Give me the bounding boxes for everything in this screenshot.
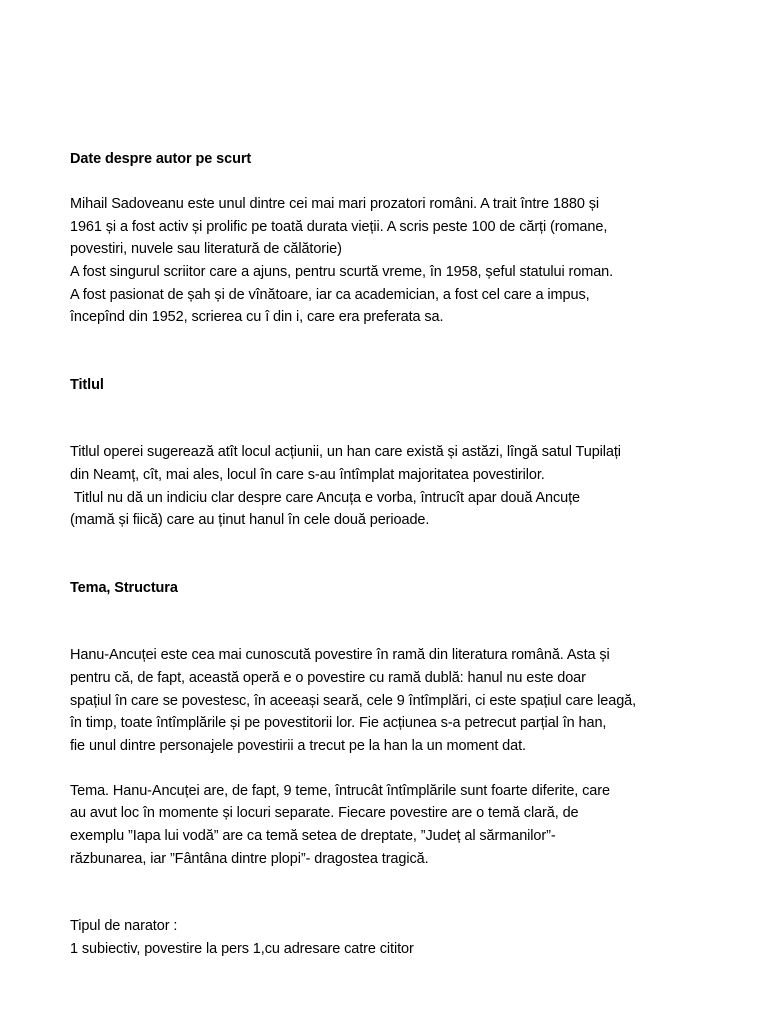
text-line: au avut loc în momente și locuri separate. Fiecare povestire are o temă clară, de — [70, 805, 579, 822]
text-line: din Neamț, cît, mai ales, locul în care s-au întîmplat majoritatea povestirilor. — [70, 466, 545, 483]
paragraph-title — [70, 441, 720, 531]
text-line: Mihail Sadoveanu este unul dintre cei mai mari prozatori români. A trait între 1880 și — [70, 196, 599, 213]
text-line: începînd din 1952, scrierea cu î din i, care era preferata sa. — [70, 309, 444, 326]
heading-author: Date despre autor pe scurt — [70, 151, 252, 167]
text-line: Tema. Hanu-Ancuței are, de fapt, 9 teme, întrucât întîmplările sunt foarte diferite, care — [70, 782, 610, 799]
text-line: A fost pasionat de șah și de vînătoare, iar ca academician, a fost cel care a impus, — [70, 286, 590, 303]
text-line: povestiri, nuvele sau literatură de călătorie) — [70, 241, 342, 258]
text-line: Hanu-Ancuței este cea mai cunoscută povestire în ramă din literatura română. Asta și — [70, 647, 610, 664]
paragraph-structure — [70, 644, 720, 757]
text-line: 1961 și a fost activ și prolific pe toată durata vieții. A scris peste 100 de cărți (romane, — [70, 218, 608, 235]
text-line: 1 subiectiv, povestire la pers 1,cu adresare catre cititor — [70, 940, 414, 957]
text-line: în timp, toate întîmplările și pe povestitorii lor. Fie acțiunea s-a petrecut parțial în han, — [70, 715, 607, 732]
text-line: exemplu ”Iapa lui vodă” are ca temă setea de dreptate, ”Județ al sărmanilor”- — [70, 828, 556, 845]
paragraph-theme — [70, 780, 720, 870]
paragraph-narrator — [70, 915, 720, 960]
text-line: fie unul dintre personajele povestirii a trecut pe la han la un moment dat. — [70, 737, 526, 754]
heading-title: Titlul — [70, 376, 104, 393]
heading-theme: Tema, Structura — [70, 579, 178, 596]
text-line: răzbunarea, iar ”Fântâna dintre plopi”- dragostea tragică. — [70, 850, 429, 867]
text-line: Titlul operei sugerează atît locul acțiunii, un han care există și astăzi, lîngă satul Tupilați — [70, 444, 621, 461]
text-line: Tipul de narator : — [70, 918, 178, 935]
document-page — [70, 148, 720, 960]
text-line: A fost singurul scriitor care a ajuns, pentru scurtă vreme, în 1958, șeful statului roman. — [70, 263, 614, 280]
text-line: spațiul în care se povestesc, în aceeași seară, cele 9 întîmplări, ci este spațiul care leagă, — [70, 692, 637, 709]
paragraph-author — [70, 193, 720, 329]
text-line: Titlul nu dă un indiciu clar despre care Ancuța e vorba, întrucît apar două Ancuțe — [70, 489, 580, 506]
text-line: (mamă și fiică) care au ținut hanul în cele două perioade. — [70, 512, 430, 529]
text-line: pentru că, de fapt, această operă e o povestire cu ramă dublă: hanul nu este doar — [70, 669, 586, 686]
